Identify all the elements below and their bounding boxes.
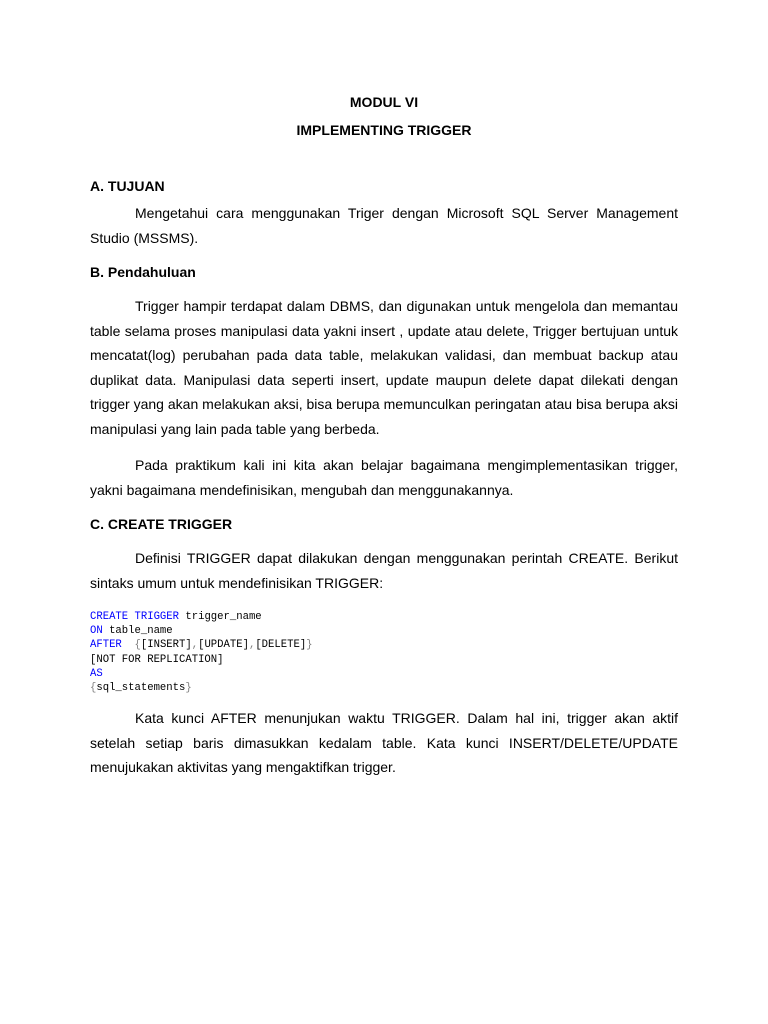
section-b-heading: B. Pendahuluan [90,264,196,280]
section-c-heading: C. CREATE TRIGGER [90,516,233,532]
code-keyword: AS [90,667,103,680]
code-brace: } [306,639,313,652]
code-text: trigger_name [179,611,262,623]
code-comma: , [191,639,199,652]
code-keyword: AFTER [90,639,122,652]
document-title: IMPLEMENTING TRIGGER [296,122,472,138]
code-text: [NOT FOR REPLICATION] [90,653,224,666]
section-b-paragraph-1: Trigger hampir terdapat dalam DBMS, dan digunakan untuk mengelola dan memantau table selama proses manipulasi data yakni insert , update atau delete, Trigger bertujuan untuk mencatat(log) perubahan pada data table, melakukan validasi, dan membuat backup atau duplikat data. Manipulasi data seperti insert, update maupun delete dapat dilekati dengan trigger yang akan melakukan aksi, bisa berupa memunculkan peringatan atau bisa berupa aksi manipulasi yang lain pada table yang berbeda. [90,298,678,437]
code-text: [UPDATE] [198,639,249,652]
code-text: [DELETE] [255,639,307,652]
code-brace: { [134,639,141,652]
code-keyword: ON [90,625,103,638]
module-label: MODUL VI [349,94,419,110]
section-c-paragraph-1: Definisi TRIGGER dapat dilakukan dengan menggunakan perintah CREATE. Berikut sintaks umum untuk mendefinisikan TRIGGER: [90,550,678,591]
code-space [122,639,135,651]
section-a-paragraph: Mengetahui cara menggunakan Triger dengan Microsoft SQL Server Management Studio (MSSMS). [90,205,678,246]
code-comma: , [248,639,256,652]
code-text: table_name [102,625,173,638]
section-c-paragraph-2: Kata kunci AFTER menunjukan waktu TRIGGER. Dalam hal ini, trigger akan aktif setelah setiap baris dimasukkan kedalam table. Kata kunci INSERT/DELETE/UPDATE menujukakan aktivitas yang mengaktifkan trigger. [90,710,678,775]
code-keyword: CREATE TRIGGER [90,611,180,623]
section-a-heading: A. TUJUAN [90,178,165,194]
code-brace: } [185,682,192,695]
code-text: [INSERT] [140,639,192,652]
section-b-paragraph-2: Pada praktikum kali ini kita akan belajar bagaimana mengimplementasikan trigger, yakni bagaimana mendefinisikan, mengubah dan menggunakannya. [90,457,678,498]
code-brace: { [90,682,97,695]
code-text: sql_statements [96,682,186,695]
sql-code-block [90,610,313,695]
